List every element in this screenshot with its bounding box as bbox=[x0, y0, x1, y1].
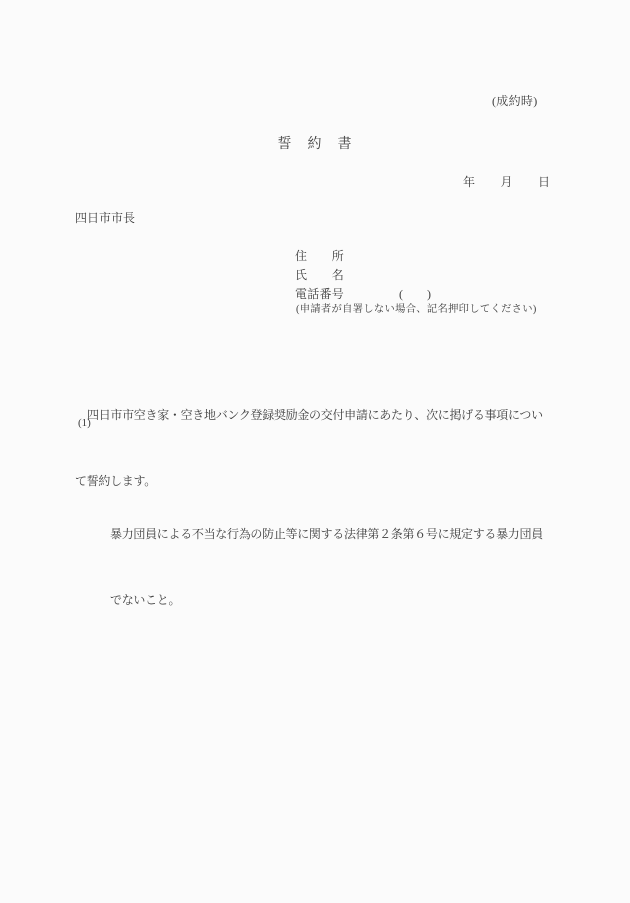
name-field-label: 氏 名 bbox=[295, 268, 345, 282]
clause-line: 暴力団員による不当な行為の防止等に関する法律第２条第６号に規定する暴力団員 bbox=[110, 527, 543, 541]
signature-instruction-note: (申請者が自署しない場合、記名押印してください) bbox=[296, 304, 537, 315]
corner-note: (成約時) bbox=[492, 94, 538, 108]
clause-line: でないこと。 bbox=[110, 593, 181, 607]
date-line: 年 月 日 bbox=[463, 175, 551, 189]
phone-parentheses: ( ) bbox=[399, 287, 431, 301]
phone-field-label: 電話番号 bbox=[295, 287, 345, 301]
body-line: て誓約します。 bbox=[75, 474, 156, 488]
body-line: 四日市市空き家・空き地バンク登録奨励金の交付申請にあたり、次に掲げる事項につい bbox=[87, 408, 543, 422]
clause-text bbox=[110, 479, 557, 655]
addressee-mayor: 四日市市長 bbox=[75, 211, 136, 225]
document-title: 誓 約 書 bbox=[277, 137, 353, 152]
clause-number: (1) bbox=[78, 417, 91, 429]
address-field-label: 住 所 bbox=[295, 249, 345, 263]
clause-item-1 bbox=[75, 413, 557, 699]
